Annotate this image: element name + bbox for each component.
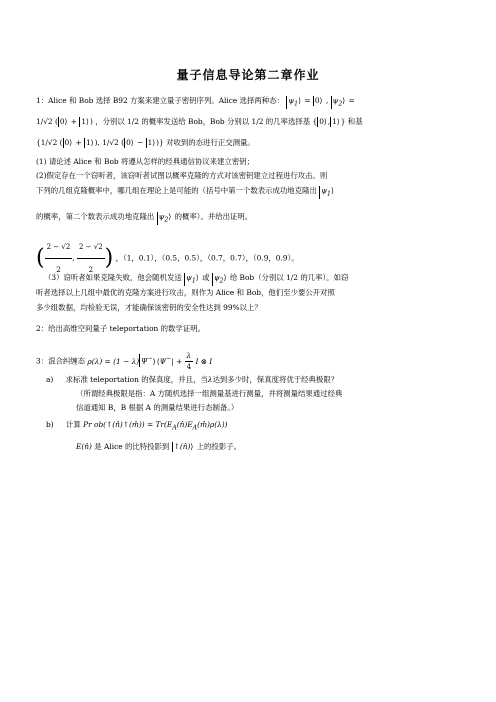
q3-b-line-1 xyxy=(46,420,228,433)
q1-send-text: ，分别以 1/2 的概率发送给 Bob，Bob 分别以 1/2 的几率选择基 xyxy=(95,117,311,126)
q1-part2-line2 xyxy=(36,186,335,199)
q1-part2-line3 xyxy=(36,212,252,225)
q1-line-2 xyxy=(36,117,363,127)
q3-b-text-3: 上的投影子。 xyxy=(196,442,241,451)
q1-line-3 xyxy=(36,138,255,148)
q3-a-label: a) xyxy=(46,375,54,384)
q1-line-1 xyxy=(36,96,355,109)
q3-a-line-3: 信道通知 B，B 根据 A 的测量结果进行态制备。） xyxy=(76,403,239,412)
projector-E: E(n̂) xyxy=(76,442,92,451)
q3-a-line-2: （所谓经典极限是指：A 方随机选择一组测量基进行测量，并将测量结果通过经典 xyxy=(76,389,343,398)
state-psi2-def: 1/√2 ( 0 ⟩ + 1 ⟩ ) xyxy=(36,117,93,126)
ket-psi1-b: $\psi_1$ ⟩ xyxy=(184,273,200,286)
q3-label: 3：混合纠缠态 xyxy=(36,356,86,366)
state-psi1-def: $\psi_1$ ⟩ = 0 ⟩ , $\psi_2$ ⟩ = xyxy=(286,96,354,105)
q1-part2-text: 下列的几组克隆概率中，哪几组在理论上是可能的（括号中第一个数表示成功地克隆出 xyxy=(36,186,317,195)
q1-part2-text-2: 的概率，第二个数表示成功地克隆出 xyxy=(36,212,155,221)
fraction-2: $\frac{2 - √2}{2}$ xyxy=(77,236,105,281)
q1-part3-line1 xyxy=(44,273,348,286)
page-title: 量子信息导论第二章作业 xyxy=(176,68,320,82)
prob-formula: Pr ob(↑(n̂)↑(m̂)) = $Tr(E_A(n̂)E_A(m̂)\rho(\lambda))$ xyxy=(83,420,228,432)
q1-part3-text-b: 或 xyxy=(202,273,210,282)
q1-intro-text: 1：Alice 和 Bob 选择 B92 方案来建立量子密钥序列。Alice 选择两种态： xyxy=(36,96,284,105)
ket-psi2-b: $\psi_2$ ⟩ xyxy=(212,273,228,286)
q1-part1: (1) 请论述 Alice 和 Bob 将遵从怎样的经典通信协议来建立密钥； xyxy=(36,157,255,166)
q1-part3-text-a: （3）窃听者如果克隆失败，他会随机发送 xyxy=(44,273,182,282)
q3-b-text-2: 是 Alice 的比特投影到 xyxy=(94,442,170,451)
basis-01: { 0 ⟩ , 1 ⟩ } xyxy=(312,117,345,126)
mixed-state-formula: ρ(λ) = (1 − λ) Ψ− ⟩ ⟨Ψ−| + $\frac{\lambda}{4}$ I ⊗ I xyxy=(87,357,212,366)
lambda-symbol: λ xyxy=(207,375,213,384)
q3-b-label: b) xyxy=(46,420,54,429)
q1-measure-text: 对收到的态进行正交测量。 xyxy=(166,138,255,147)
basis-plus-minus: {1/√2 ( 0 ⟩ + 1 ⟩ ), 1/√2 ( 0 ⟩ − 1 ⟩ )} xyxy=(36,138,164,147)
q3-b-line-2 xyxy=(76,442,241,452)
q3-b-text-1: 计算 xyxy=(65,420,81,429)
ket-psi2: $\psi_2$ ⟩ xyxy=(157,212,173,225)
fraction-1: $\frac{2 - √2}{2}$ xyxy=(45,236,73,281)
q3-a-line-1 xyxy=(46,375,338,385)
q1-part3-line3: 多少组数据，均检验无误，才能确保该密钥的安全性达到 99%以上？ xyxy=(36,303,262,312)
q2: 2：给出高维空间量子 teleportation 的数学证明。 xyxy=(36,324,205,333)
q1-part2-text-3: 的概率）。并给出证明。 xyxy=(174,212,253,221)
q1-part3-text-c: 给 Bob（分别以 1/2 的几率）。如窃 xyxy=(229,273,349,282)
q1-and-basis-text: 和基 xyxy=(347,117,363,126)
q1-part2-line1: (2)假定存在一个窃听者，该窃听者试图以概率克隆的方式对该密钥建立过程进行攻击。则 xyxy=(36,171,328,180)
q3-line-1 xyxy=(36,351,212,372)
q1-prob-pairs: ( $\frac{2 - √2}{2}$ , $\frac{2 - √2}{2}$ ) ，（1，0.1），（0.5，0.5），（0.7，0.7），（0.9，0.9）。 xyxy=(36,236,299,281)
q3-a-text-2: 达到多少时，保真度将优于经典极限？ xyxy=(212,375,339,384)
ket-up-n: ↑(n̂) ⟩ xyxy=(172,442,195,452)
q3-a-text-1: 求标准 teleportation 的保真度，并且，当 xyxy=(65,375,208,384)
ket-psi1: $\psi_1$ ⟩ xyxy=(319,186,335,199)
q1-part3-line2: 听者选择以上几组中最优的克隆方案进行攻击，则作为 Alice 和 Bob，他们至少要公开对照 xyxy=(36,288,335,297)
q1-pairs-text: ，（1，0.1），（0.5，0.5），（0.7，0.7），（0.9，0.9）。 xyxy=(115,253,299,263)
